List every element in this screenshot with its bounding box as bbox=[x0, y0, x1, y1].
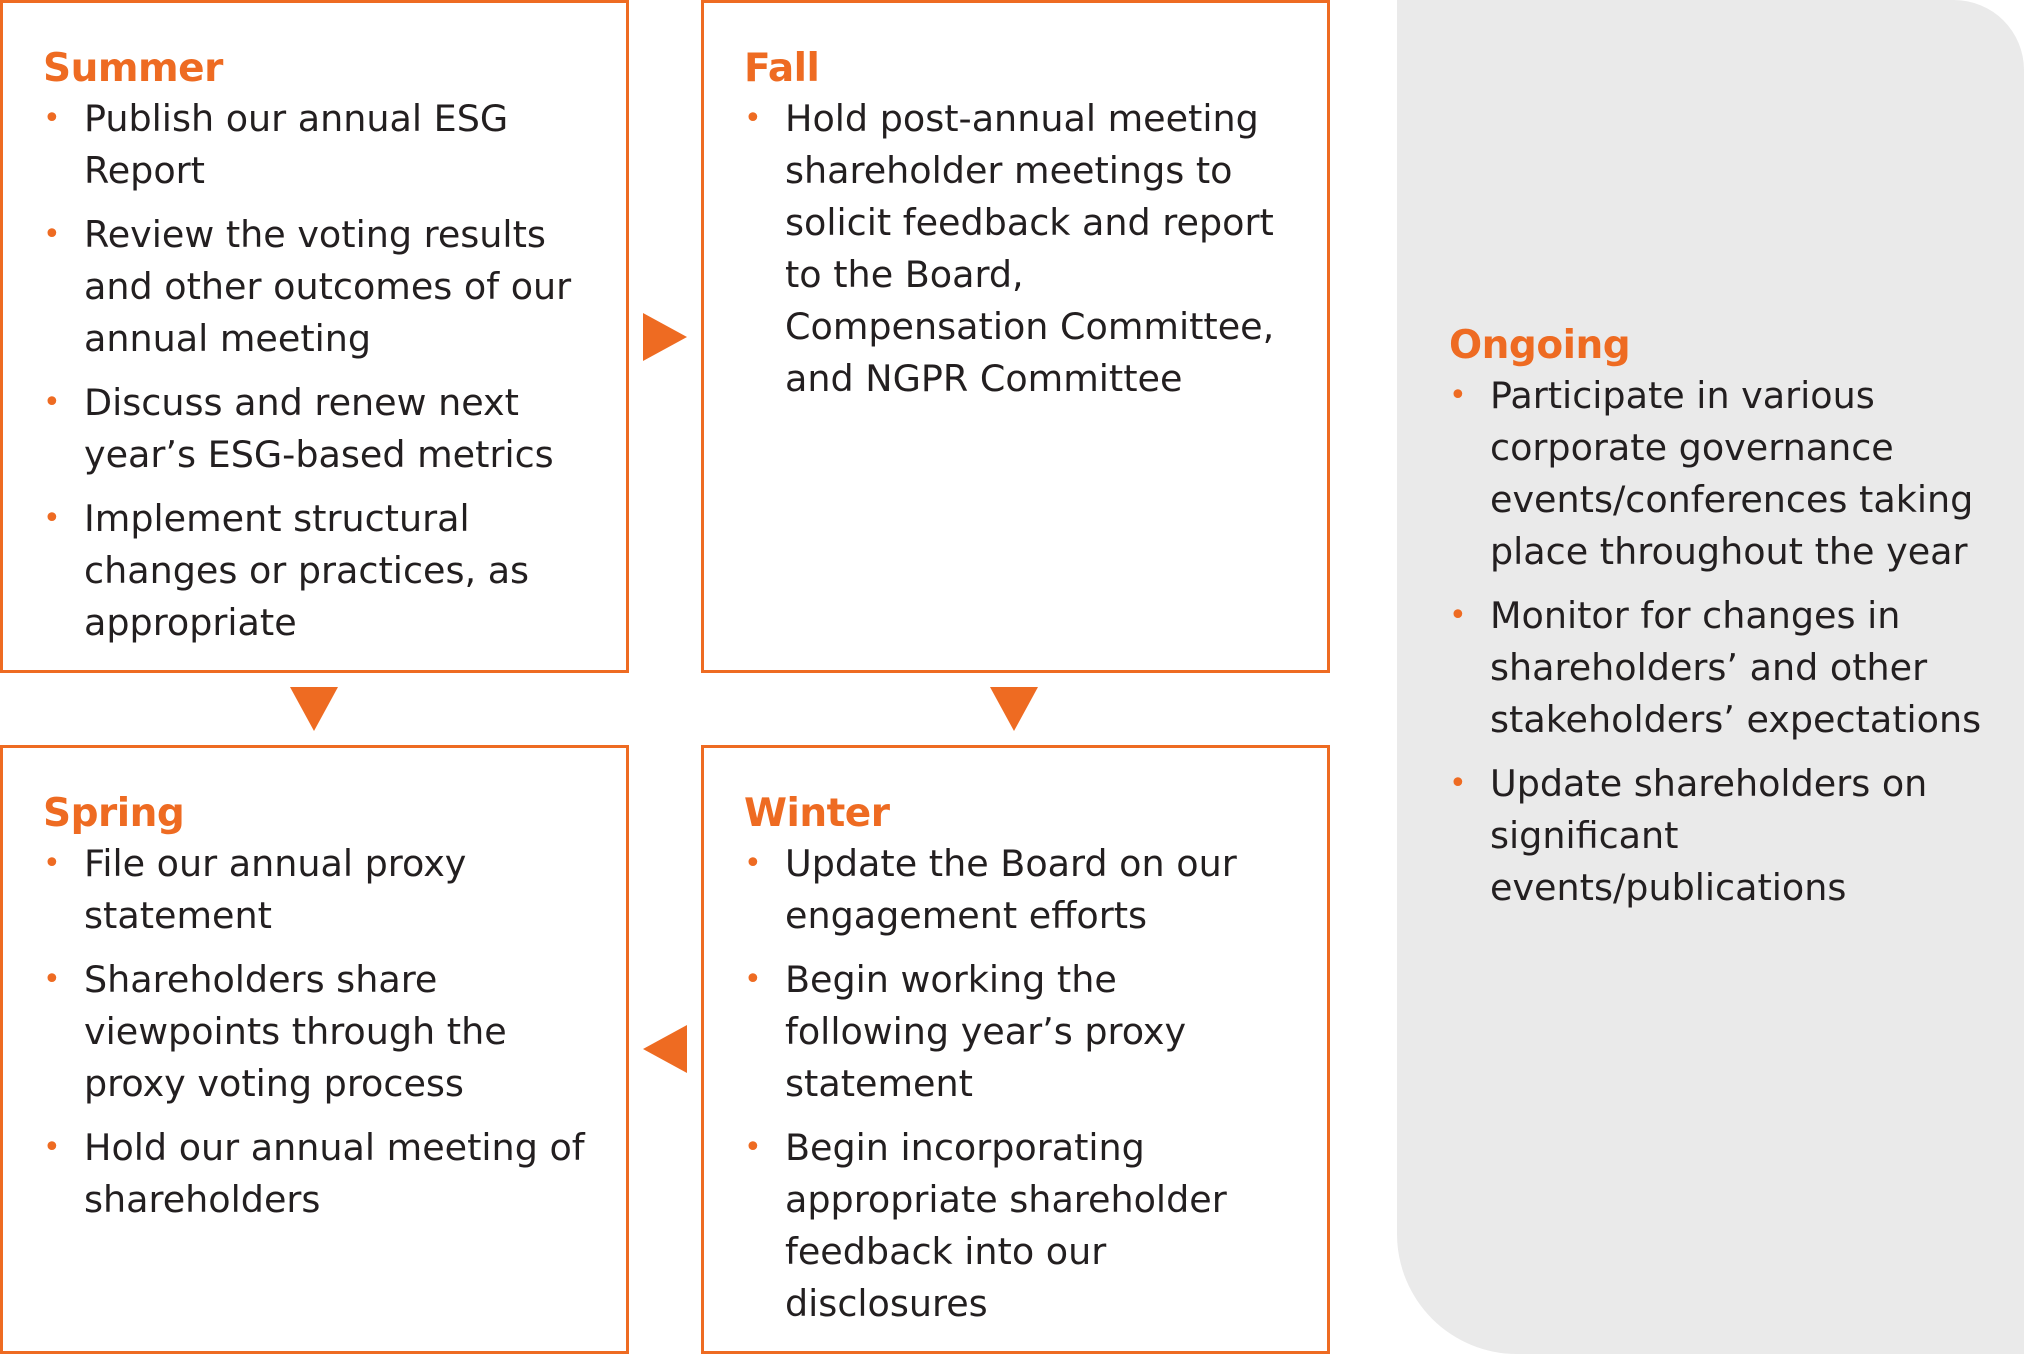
bullet-icon: • bbox=[744, 1130, 762, 1165]
ongoing-title: Ongoing bbox=[1449, 323, 1631, 368]
arrow-right-icon bbox=[643, 313, 687, 361]
bullet-icon: • bbox=[744, 846, 762, 881]
winter-title: Winter bbox=[744, 791, 890, 836]
winter-item bbox=[744, 838, 1287, 942]
spring-item-text: Shareholders share viewpoints through the proxy voting process bbox=[84, 958, 507, 1105]
bullet-icon: • bbox=[744, 101, 762, 136]
spring-list bbox=[43, 838, 586, 1226]
bullet-icon: • bbox=[744, 962, 762, 997]
spring-item bbox=[43, 838, 586, 942]
bullet-icon: • bbox=[43, 101, 61, 136]
spring-title: Spring bbox=[43, 791, 185, 836]
winter-item-text: Begin incorporating appropriate shareholder feedback into our disclosures bbox=[785, 1126, 1227, 1325]
summer-item-text: Review the voting results and other outcomes of our annual meeting bbox=[84, 213, 572, 360]
spring-panel bbox=[0, 745, 629, 1354]
summer-title: Summer bbox=[43, 46, 223, 91]
summer-item bbox=[43, 209, 586, 365]
bullet-icon: • bbox=[43, 501, 61, 536]
winter-panel bbox=[701, 745, 1330, 1354]
winter-item-text: Update the Board on our engagement efforts bbox=[785, 842, 1237, 937]
summer-item bbox=[43, 377, 586, 481]
arrow-left-icon bbox=[643, 1025, 687, 1073]
bullet-icon: • bbox=[43, 385, 61, 420]
ongoing-item bbox=[1449, 758, 1984, 914]
fall-item-text: Hold post-annual meeting shareholder meetings to solicit feedback and report to the Board, Compensation Committee, and NGPR Committee bbox=[785, 97, 1275, 400]
bullet-icon: • bbox=[43, 846, 61, 881]
bullet-icon: • bbox=[1449, 378, 1467, 413]
summer-item-text: Implement structural changes or practices, as appropriate bbox=[84, 497, 530, 644]
fall-panel bbox=[701, 0, 1330, 673]
bullet-icon: • bbox=[43, 1130, 61, 1165]
fall-list bbox=[744, 93, 1287, 405]
winter-item bbox=[744, 1122, 1287, 1330]
ongoing-item-text: Monitor for changes in shareholders’ and other stakeholders’ expectations bbox=[1490, 594, 1982, 741]
ongoing-item-text: Participate in various corporate governance events/conferences taking place throughout the year bbox=[1490, 374, 1974, 573]
bullet-icon: • bbox=[1449, 766, 1467, 801]
fall-title: Fall bbox=[744, 46, 820, 91]
spring-item bbox=[43, 1122, 586, 1226]
arrow-down-icon bbox=[290, 687, 338, 731]
summer-panel bbox=[0, 0, 629, 673]
ongoing-list bbox=[1449, 370, 1984, 914]
bullet-icon: • bbox=[43, 217, 61, 252]
bullet-icon: • bbox=[1449, 598, 1467, 633]
summer-item-text: Discuss and renew next year’s ESG-based metrics bbox=[84, 381, 554, 476]
ongoing-item bbox=[1449, 370, 1984, 578]
summer-item bbox=[43, 493, 586, 649]
spring-item-text: File our annual proxy statement bbox=[84, 842, 467, 937]
ongoing-panel bbox=[1397, 0, 2024, 1354]
summer-list bbox=[43, 93, 586, 649]
arrow-down-icon bbox=[990, 687, 1038, 731]
fall-item bbox=[744, 93, 1287, 405]
summer-item-text: Publish our annual ESG Report bbox=[84, 97, 509, 192]
bullet-icon: • bbox=[43, 962, 61, 997]
spring-item-text: Hold our annual meeting of shareholders bbox=[84, 1126, 585, 1221]
summer-item bbox=[43, 93, 586, 197]
winter-list bbox=[744, 838, 1287, 1330]
winter-item bbox=[744, 954, 1287, 1110]
ongoing-item-text: Update shareholders on significant events/publications bbox=[1490, 762, 1928, 909]
spring-item bbox=[43, 954, 586, 1110]
winter-item-text: Begin working the following year’s proxy statement bbox=[785, 958, 1187, 1105]
ongoing-item bbox=[1449, 590, 1984, 746]
